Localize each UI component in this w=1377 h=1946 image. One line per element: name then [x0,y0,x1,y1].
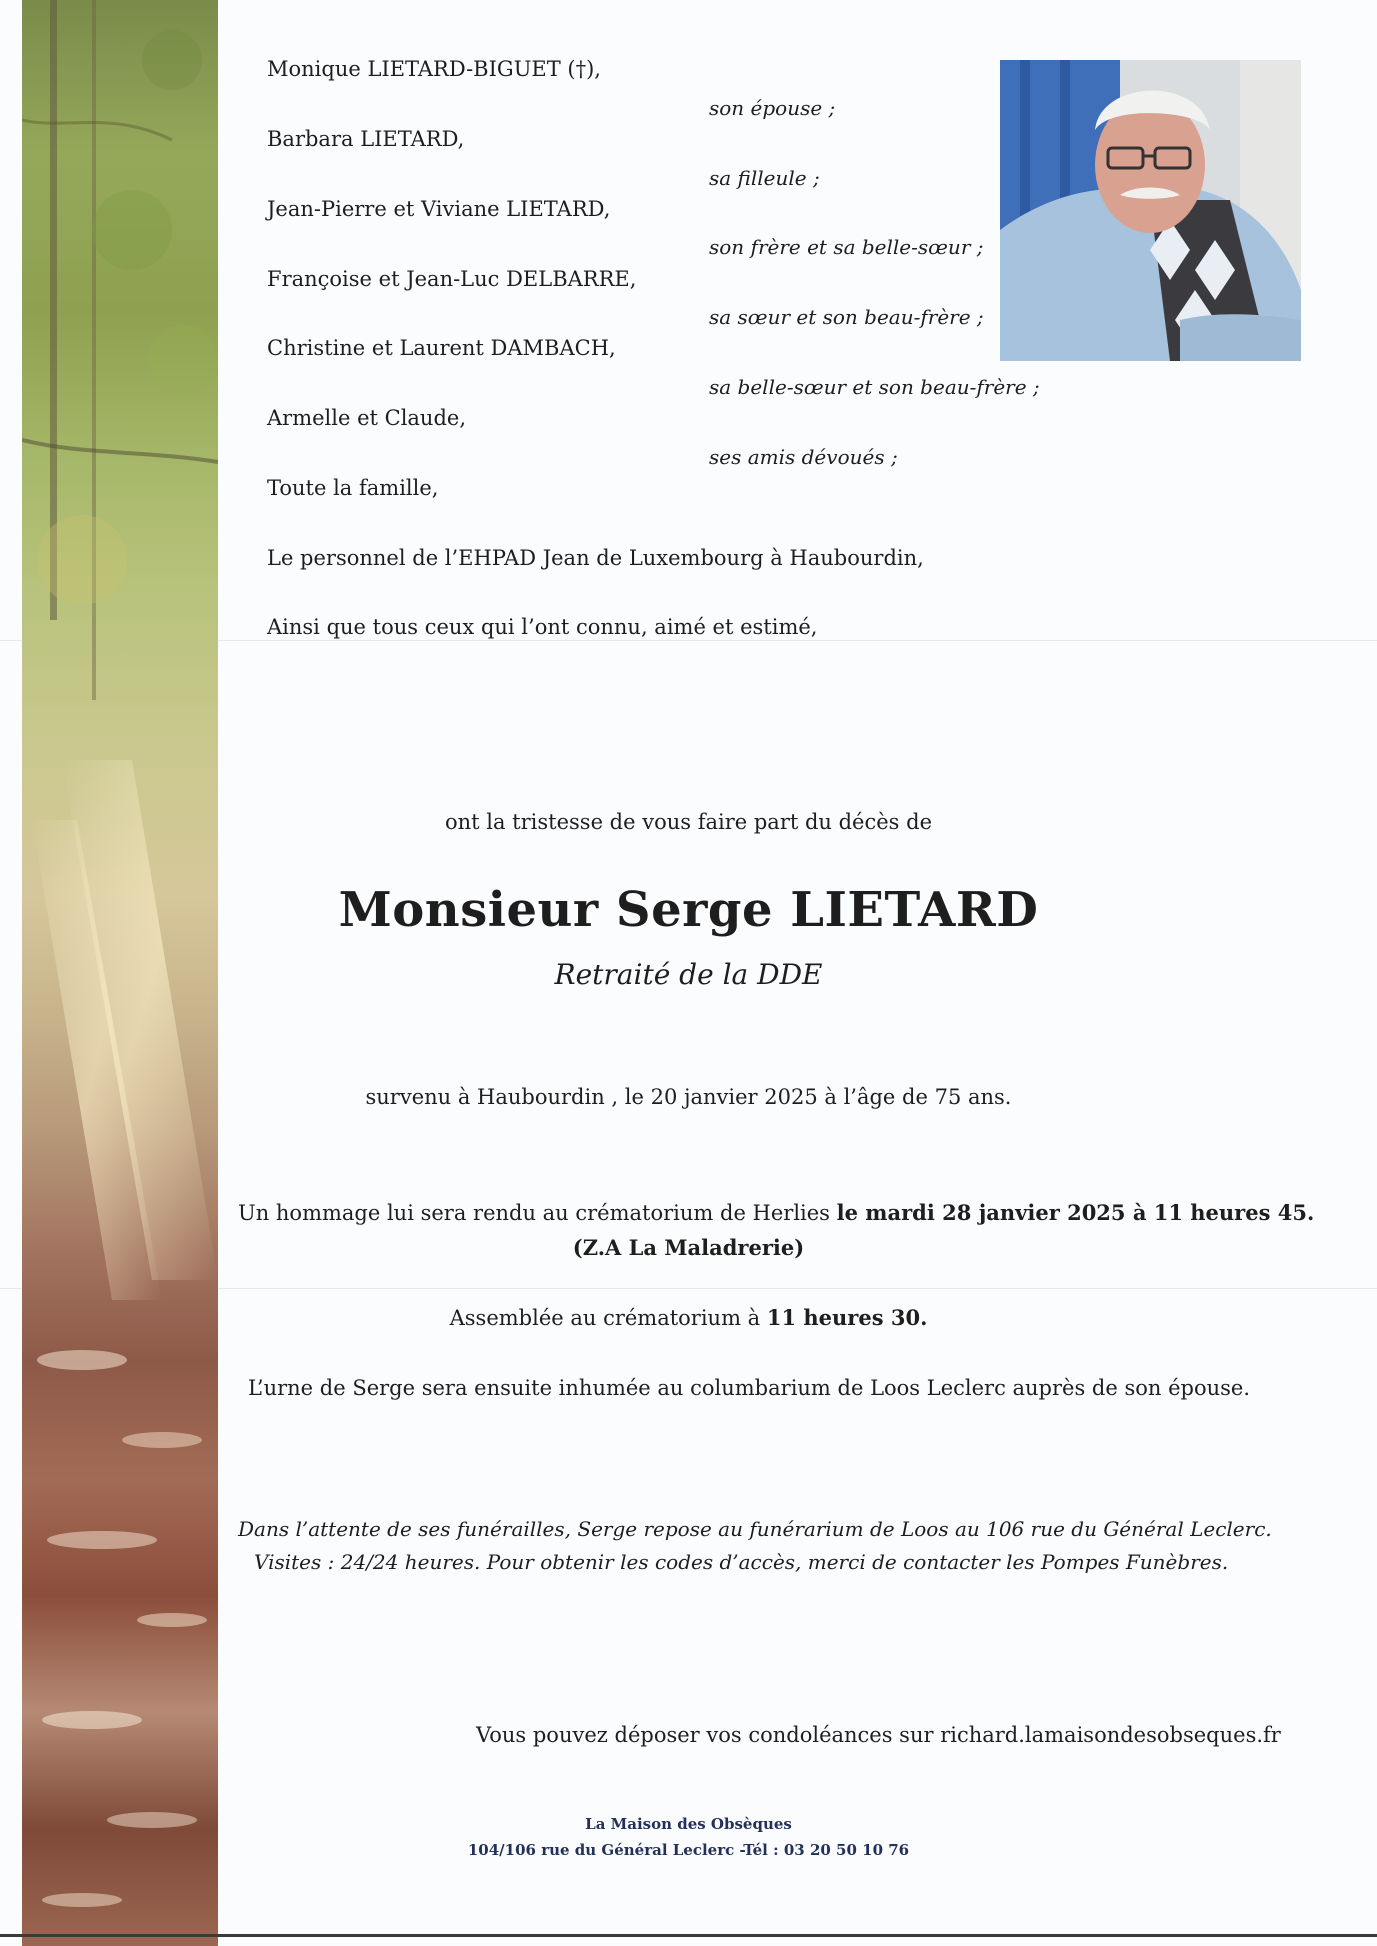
family-member-relation: sa filleule ; [709,166,820,190]
family-member-name: Monique LIETARD-BIGUET (†), [267,57,601,81]
ceremony-place: (Z.A La Maladrerie) [572,1235,805,1260]
ceremony-announcement [238,1200,1314,1225]
family-member-relation: sa sœur et son beau-frère ; [709,305,984,329]
condolences-notice: Vous pouvez déposer vos condoléances sur richard.lamaisondesobseques.fr [476,1723,1281,1747]
funerarium-info: Dans l’attente de ses funérailles, Serge repose au funérarium de Loos au 106 rue du Général Leclerc. [238,1517,1272,1541]
family-member-name: Christine et Laurent DAMBACH, [267,336,616,360]
family-member-relation: son épouse ; [709,96,836,120]
ceremony-date: le mardi 28 janvier 2025 à 11 heures 45. [836,1200,1315,1225]
assembly-text: Assemblée au crématorium à [449,1306,767,1330]
deceased-occupation: Retraité de la DDE [554,958,823,991]
deceased-name: Monsieur Serge LIETARD [338,882,1039,938]
family-member-name: Françoise et Jean-Luc DELBARRE, [267,267,637,291]
family-member-name: Armelle et Claude, [267,406,466,430]
death-details: survenu à Haubourdin , le 20 janvier 2025 à l’âge de 75 ans. [365,1085,1012,1109]
funeral-home-address: 104/106 rue du Général Leclerc -Tél : 03 20 50 10 76 [467,1841,910,1859]
family-extra-line: Toute la famille, [267,476,439,500]
ceremony-text: Un hommage lui sera rendu au crématorium de Herlies [238,1201,837,1225]
funeral-home-name: La Maison des Obsèques [585,1815,792,1833]
deceased-portrait-photo [1000,60,1301,361]
family-member-relation: sa belle-sœur et son beau-frère ; [709,375,1040,399]
family-member-relation: son frère et sa belle-sœur ; [709,235,984,259]
assembly-time: 11 heures 30. [766,1305,928,1330]
announcement-intro: ont la tristesse de vous faire part du décès de [444,810,932,834]
family-member-name: Barbara LIETARD, [267,127,465,151]
visiting-hours: Visites : 24/24 heures. Pour obtenir les codes d’accès, merci de contacter les Pompes Funèbres. [254,1550,1229,1574]
family-member-name: Jean-Pierre et Viviane LIETARD, [267,197,611,221]
family-member-relation: ses amis dévoués ; [709,445,898,469]
assembly-info [0,1305,1377,1330]
bottom-rule [0,1934,1377,1937]
urn-info: L’urne de Serge sera ensuite inhumée au columbarium de Loos Leclerc auprès de son épouse. [248,1376,1250,1400]
family-extra-line: Le personnel de l’EHPAD Jean de Luxembourg à Haubourdin, [267,546,924,570]
family-extra-line: Ainsi que tous ceux qui l’ont connu, aimé et estimé, [267,615,818,639]
